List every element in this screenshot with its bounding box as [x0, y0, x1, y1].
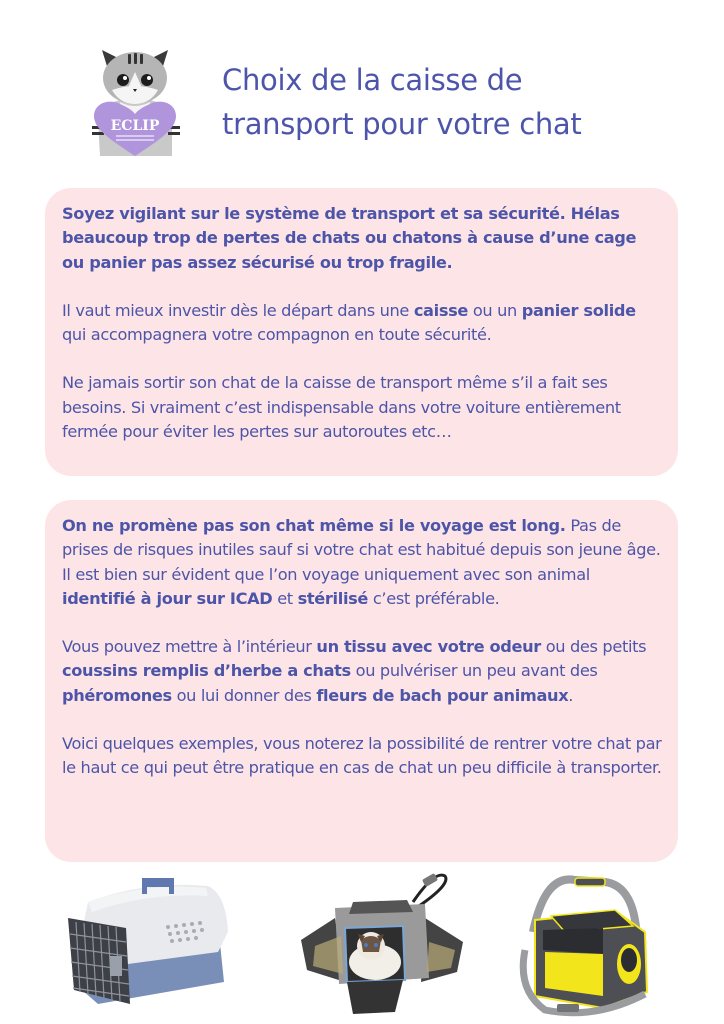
bold-segment: identifié à jour sur ICAD	[62, 588, 273, 608]
text-segment: Il vaut mieux investir dès le départ dans une	[62, 300, 414, 320]
text-segment: et	[272, 588, 298, 608]
info-box-travel	[45, 500, 678, 862]
title-line-2: transport pour votre chat	[222, 107, 582, 141]
eclip-logo	[80, 38, 190, 158]
info-box-security	[45, 188, 678, 476]
svg-text:ECLIP: ECLIP	[110, 118, 160, 134]
bold-segment: panier solide	[521, 300, 636, 320]
bold-segment: stérilisé	[297, 588, 369, 608]
text-segment: Pas de prises de risques inutiles sauf si votre chat est habitué depuis son jeune âge. Il est bien sur évident que l’on voyage uniquement avec son animal	[62, 516, 661, 584]
text-segment: .	[568, 685, 574, 705]
bold-segment: un tissu avec votre odeur	[316, 637, 541, 657]
plastic-carrier-icon	[58, 872, 243, 1012]
text-segment: ou lui donner des	[171, 685, 317, 705]
product-image-expandable-carrier	[295, 862, 470, 1017]
yellow-bag-icon	[505, 870, 670, 1020]
text-segment: ou des petits	[540, 637, 647, 657]
product-image-yellow-bag	[505, 870, 670, 1020]
page-title	[222, 58, 682, 146]
bold-segment: fleurs de bach pour animaux	[316, 685, 569, 705]
paragraph-comfort	[62, 635, 662, 708]
text-segment: ou pulvériser un peu avant des	[350, 661, 598, 681]
bold-segment: phéromones	[62, 685, 172, 705]
paragraph-never-open: Ne jamais sortir son chat de la caisse de transport même s’il a fait ses besoins. Si vraiment c’est indispensable dans votre voiture entièrement fermée pour éviter les pertes sur autoroutes etc…	[62, 373, 621, 442]
paragraph-examples: Voici quelques exemples, vous noterez la possibilité de rentrer votre chat par le haut ce qui peut être pratique en cas de chat un peu difficile à transporter.	[62, 734, 662, 778]
text-segment: c’est préférable.	[368, 588, 500, 608]
paragraph-no-walk	[62, 514, 662, 611]
text-segment: qui accompagnera votre compagnon en toute sécurité.	[62, 325, 492, 345]
text-segment: Vous pouvez mettre à l’intérieur	[62, 637, 317, 657]
bold-segment: caisse	[413, 300, 469, 320]
title-line-1: Choix de la caisse de	[222, 63, 523, 97]
paragraph-vigilance: Soyez vigilant sur le système de transport et sa sécurité. Hélas beaucoup trop de pertes de chats ou chatons à cause d’une cage ou panier pas assez sécurisé ou trop fragile.	[62, 204, 637, 272]
paragraph-invest	[62, 299, 662, 348]
expandable-carrier-icon	[295, 862, 470, 1017]
cat-heart-logo-icon	[80, 38, 190, 158]
text-segment: ou un	[468, 300, 522, 320]
bold-segment: On ne promène pas son chat même si le voyage est long.	[62, 516, 566, 535]
bold-segment: coussins remplis d’herbe a chats	[62, 661, 351, 681]
product-image-plastic-carrier	[58, 872, 243, 1012]
